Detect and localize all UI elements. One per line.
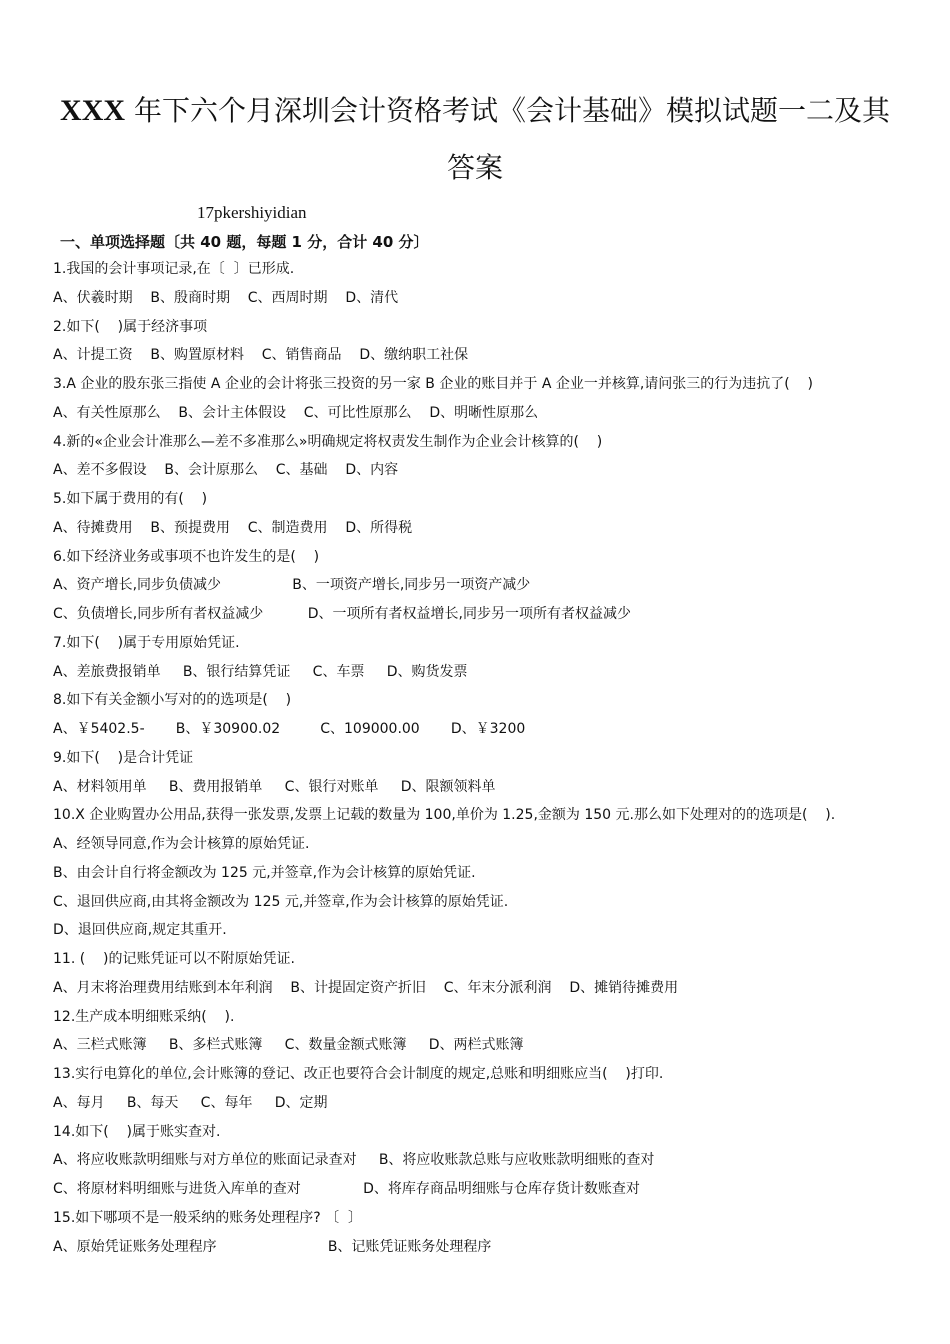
text-line: D、退回供应商,规定其重开. bbox=[53, 922, 227, 938]
text-line: A、材料领用单 B、费用报销单 C、银行对账单 D、限额领料单 bbox=[53, 779, 496, 795]
text-line: A、计提工资 B、购置原材料 C、销售商品 D、缴纳职工社保 bbox=[53, 347, 469, 363]
text-line: B、由会计自行将金额改为 125 元,并签章,作为会计核算的原始凭证. bbox=[53, 865, 476, 881]
text-line: A、差旅费报销单 B、银行结算凭证 C、车票 D、购货发票 bbox=[53, 664, 468, 680]
text-line: 7.如下( )属于专用原始凭证. bbox=[53, 635, 240, 651]
text-line: C、退回供应商,由其将金额改为 125 元,并签章,作为会计核算的原始凭证. bbox=[53, 894, 509, 910]
text-line: 11. ( )的记账凭证可以不附原始凭证. bbox=[53, 951, 295, 967]
text-line: 14.如下( )属于账实查对. bbox=[53, 1124, 221, 1140]
text-line: 5.如下属于费用的有( ) bbox=[53, 491, 208, 507]
text-line: A、月末将治理费用结账到本年利润 B、计提固定资产折旧 C、年末分派利润 D、摊销待摊费用 bbox=[53, 980, 679, 996]
text-line: A、资产增长,同步负债减少 B、一项资产增长,同步另一项资产减少 bbox=[53, 577, 531, 593]
text-line: A、￥5402.5- B、￥30900.02 C、109000.00 D、￥3200 bbox=[53, 721, 526, 737]
text-line: 8.如下有关金额小写对的的选项是( ) bbox=[53, 692, 292, 708]
text-line: A、原始凭证账务处理程序 B、记账凭证账务处理程序 bbox=[53, 1239, 492, 1255]
text-line: 2.如下( )属于经济事项 bbox=[53, 319, 208, 335]
text-line: 9.如下( )是合计凭证 bbox=[53, 750, 194, 766]
text-line: A、有关性原那么 B、会计主体假设 C、可比性原那么 D、明晰性原那么 bbox=[53, 405, 539, 421]
text-line: A、伏羲时期 B、殷商时期 C、西周时期 D、清代 bbox=[53, 290, 399, 306]
text-line: 1.我国的会计事项记录,在〔 〕已形成. bbox=[53, 261, 295, 277]
text-line: C、负债增长,同步所有者权益减少 D、一项所有者权益增长,同步另一项所有者权益减少 bbox=[53, 606, 631, 622]
text-line: 3.A 企业的股东张三指使 A 企业的会计将张三投资的另一家 B 企业的账目并于 A 企业一并核算,请问张三的行为违抗了( ) bbox=[53, 376, 814, 392]
text-line: 12.生产成本明细账采纳( ). bbox=[53, 1009, 235, 1025]
section-heading: 一、单项选择题〔共 40 题，每题 1 分，合计 40 分〕 bbox=[60, 233, 429, 251]
text-line: C、将原材料明细账与进货入库单的查对 D、将库存商品明细账与仓库存货计数账查对 bbox=[53, 1181, 640, 1197]
text-line: A、将应收账款明细账与对方单位的账面记录查对 B、将应收账款总账与应收账款明细账的查对 bbox=[53, 1152, 655, 1168]
text-line: A、三栏式账簿 B、多栏式账簿 C、数量金额式账簿 D、两栏式账簿 bbox=[53, 1037, 524, 1053]
title-rest: 年下六个月深圳会计资格考试《会计基础》模拟试题一二及其 bbox=[125, 94, 890, 127]
text-line: 13.实行电算化的单位,会计账簿的登记、改正也要符合会计制度的规定,总账和明细账应当( )打印. bbox=[53, 1066, 664, 1082]
text-line: 6.如下经济业务或事项不也许发生的是( ) bbox=[53, 549, 320, 565]
document-title-line2: 答案 bbox=[446, 151, 503, 184]
document-title-line1 bbox=[40, 91, 910, 131]
text-line: A、差不多假设 B、会计原那么 C、基础 D、内容 bbox=[53, 462, 399, 478]
text-line: A、经领导同意,作为会计核算的原始凭证. bbox=[53, 836, 310, 852]
title-prefix: XXX bbox=[60, 94, 126, 127]
text-line: 15.如下哪项不是一般采纳的账务处理程序? 〔 〕 bbox=[53, 1210, 363, 1226]
text-line: A、每月 B、每天 C、每年 D、定期 bbox=[53, 1095, 328, 1111]
document-subtitle: 17pkershiyidian bbox=[197, 203, 307, 222]
text-line: 10.X 企业购置办公用品,获得一张发票,发票上记载的数量为 100,单价为 1.25,金额为 150 元.那么如下处理对的的选项是( ). bbox=[53, 807, 836, 823]
text-line: A、待摊费用 B、预提费用 C、制造费用 D、所得税 bbox=[53, 520, 413, 536]
text-line: 4.新的«企业会计准那么—差不多准那么»明确规定将权责发生制作为企业会计核算的( ) bbox=[53, 434, 603, 450]
